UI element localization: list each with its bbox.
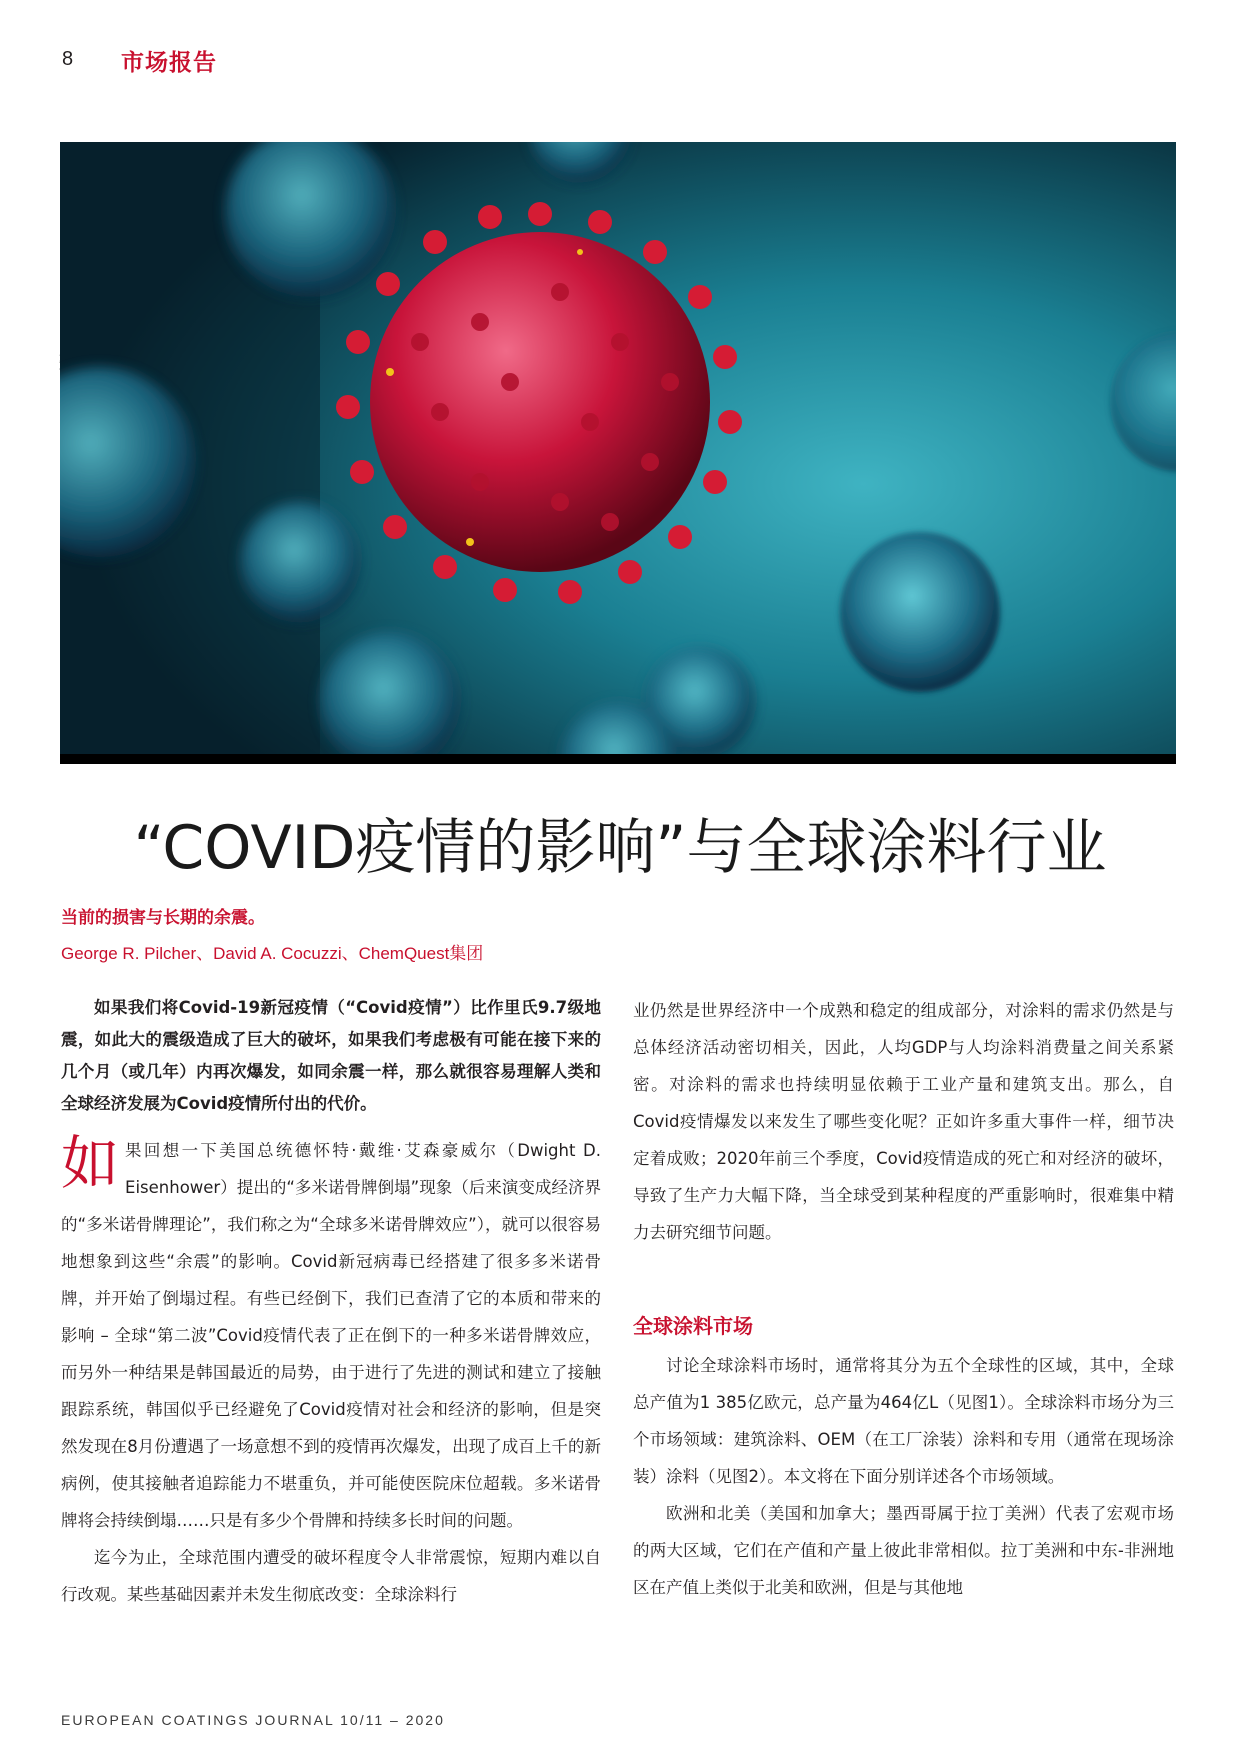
hero-image [60, 142, 1176, 764]
article-subtitle: 当前的损害与长期的余震。 [61, 908, 265, 928]
right-column [633, 992, 1174, 1606]
drop-cap: 如 [61, 1129, 120, 1197]
virus-illustration [60, 142, 1176, 764]
body-paragraph-5: 欧洲和北美（美国和加拿大；墨西哥属于拉丁美洲）代表了宏观市场的两大区域，它们在产值和产量上彼此非常相似。拉丁美洲和中东-非洲地区在产值上类似于北美和欧洲，但是与其他地 [633, 1504, 1174, 1597]
body-paragraph-2: 迄今为止，全球范围内遭受的破坏程度令人非常震惊，短期内难以自行改观。某些基础因素并未发生彻底改变：全球涂料行 [61, 1548, 601, 1604]
body-paragraph-1 [61, 1129, 601, 1539]
article-authors: George R. Pilcher、David A. Cocuzzi、ChemQuest集团 [61, 944, 484, 963]
lead-paragraph: 如果我们将Covid-19新冠疫情（“Covid疫情”）比作里氏9.7级地震，如此大的震级造成了巨大的破坏，如果我们考虑极有可能在接下来的几个月（或几年）内再次爆发，如同余震一样，那么就很容易理解人类和全球经济发展为Covid疫情所付出的代价。 [61, 998, 601, 1113]
section-heading: 全球涂料市场 [633, 1314, 753, 1338]
left-column [61, 992, 601, 1613]
photo-credit [44, 144, 60, 374]
body-paragraph-4: 讨论全球涂料市场时，通常将其分为五个全球性的区域，其中，全球总产值为1 385亿欧元，总产量为464亿L（见图1）。全球涂料市场分为三个市场领域：建筑涂料、OEM（在工厂涂装）涂料和专用（通常在现场涂装）涂料（见图2）。本文将在下面分别详述各个市场领域。 [633, 1356, 1174, 1486]
body-paragraph-1-text: 果回想一下美国总统德怀特·戴维·艾森豪威尔（Dwight D. Eisenhower）提出的“多米诺骨牌倒塌”现象（后来演变成经济界的“多米诺骨牌理论”，我们称之为“全球多米诺骨牌效应”），就可以很容易地想象到这些“余震”的影响。Covid新冠病毒已经搭建了很多多米诺骨牌，并开始了倒塌过程。有些已经倒下，我们已查清了它的本质和带来的影响 – 全球“第二波”Covid疫情代表了正在倒下的一种多米诺骨牌效应，而另外一种结果是韩国最近的局势，由于进行了先进的测试和建立了接触跟踪系统，韩国似乎已经避免了Covid疫情对社会和经济的影响，但是突然发现在8月份遭遇了一场意想不到的疫情再次爆发，出现了成百上千的新病例，使其接触者追踪能力不堪重负，并可能使医院床位超载。多米诺骨牌将会持续倒塌……只是有多少个骨牌和持续多长时间的问题。 [61, 1141, 601, 1530]
body-paragraph-3: 业仍然是世界经济中一个成熟和稳定的组成部分，对涂料的需求仍然是与总体经济活动密切相关，因此，人均GDP与人均涂料消费量之间关系紧密。对涂料的需求也持续明显依赖于工业产量和建筑支出。那么，自Covid疫情爆发以来发生了哪些变化呢？正如许多重大事件一样，细节决定着成败；2020年前三个季度，Covid疫情造成的死亡和对经济的破坏，导致了生产力大幅下降，当全球受到某种程度的严重影响时，很难集中精力去研究细节问题。 [633, 1001, 1174, 1242]
article-title: “COVID疫情的影响”与全球涂料行业 [133, 813, 1107, 883]
journal-footer: EUROPEAN COATINGS JOURNAL 10/11 – 2020 [61, 1712, 445, 1728]
page-number: 8 [62, 48, 74, 70]
section-label: 市场报告 [121, 50, 217, 76]
